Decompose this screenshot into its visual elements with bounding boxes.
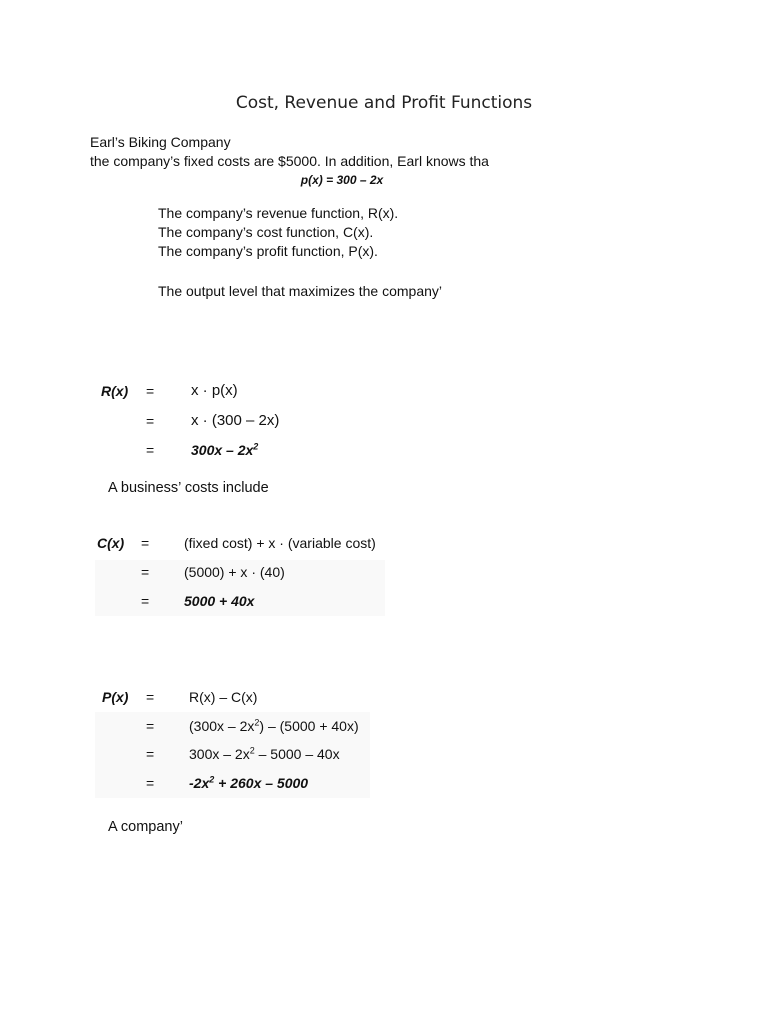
- page-title: Cost, Revenue and Profit Functions: [235, 93, 533, 113]
- revenue-eq-3: =: [146, 442, 155, 458]
- profit-expr-4: [189, 775, 308, 791]
- cost-eq-2: =: [141, 564, 150, 580]
- revenue-expr-3-exponent: 2: [253, 441, 259, 452]
- task-cost: The company’s cost function, C(x).: [158, 224, 374, 240]
- cost-eq-3: =: [141, 593, 150, 609]
- profit-expr-2-b: ) – (5000 + 40x): [259, 718, 359, 734]
- cost-expr-2: (5000) + x · (40): [184, 564, 285, 580]
- task-revenue: The company’s revenue function, R(x).: [158, 205, 399, 221]
- revenue-eq-2: =: [146, 413, 155, 429]
- profit-expr-3-a: 300x – 2x: [189, 746, 250, 762]
- cost-expr-1: (fixed cost) + x · (variable cost): [184, 535, 376, 551]
- price-equation: p(x) = 300 – 2x: [300, 173, 384, 187]
- revenue-expr-2: x · (300 – 2x): [191, 412, 280, 429]
- profit-eq-1: =: [146, 689, 155, 705]
- profit-expr-3-b: – 5000 – 40x: [254, 746, 340, 762]
- profit-expr-2: [189, 718, 359, 734]
- profit-label: P(x): [102, 689, 129, 705]
- cost-label: C(x): [97, 535, 125, 551]
- profit-eq-4: =: [146, 775, 155, 791]
- profit-expr-2-a: (300x – 2x: [189, 718, 255, 734]
- revenue-expr-3: [191, 442, 258, 458]
- profit-expr-3: [189, 746, 340, 762]
- task-profit: The company’s profit function, P(x).: [158, 243, 378, 259]
- profit-expr-1: R(x) – C(x): [189, 689, 258, 705]
- company-name: Earl’s Biking Company: [90, 134, 231, 150]
- revenue-eq-1: =: [146, 383, 155, 399]
- revenue-expr-3-main: 300x – 2x: [191, 442, 254, 458]
- profit-eq-3: =: [146, 746, 155, 762]
- costs-note: A business’ costs include: [108, 480, 269, 496]
- profit-expr-4-exponent: 2: [209, 774, 215, 785]
- cost-expr-3: 5000 + 40x: [184, 593, 255, 609]
- profit-expr-4-a: -2x: [189, 775, 210, 791]
- profit-expr-3-exponent: 2: [249, 745, 255, 756]
- profit-expr-2-exponent: 2: [254, 717, 260, 728]
- task-max-output: The output level that maximizes the company’: [158, 283, 443, 299]
- company-note: A company’: [108, 819, 183, 835]
- revenue-label: R(x): [101, 383, 129, 399]
- profit-expr-4-b: + 260x – 5000: [214, 775, 309, 791]
- cost-eq-1: =: [141, 535, 150, 551]
- intro-line: the company’s fixed costs are $5000. In addition, Earl knows tha: [90, 153, 489, 169]
- revenue-expr-1: x · p(x): [191, 382, 238, 399]
- profit-eq-2: =: [146, 718, 155, 734]
